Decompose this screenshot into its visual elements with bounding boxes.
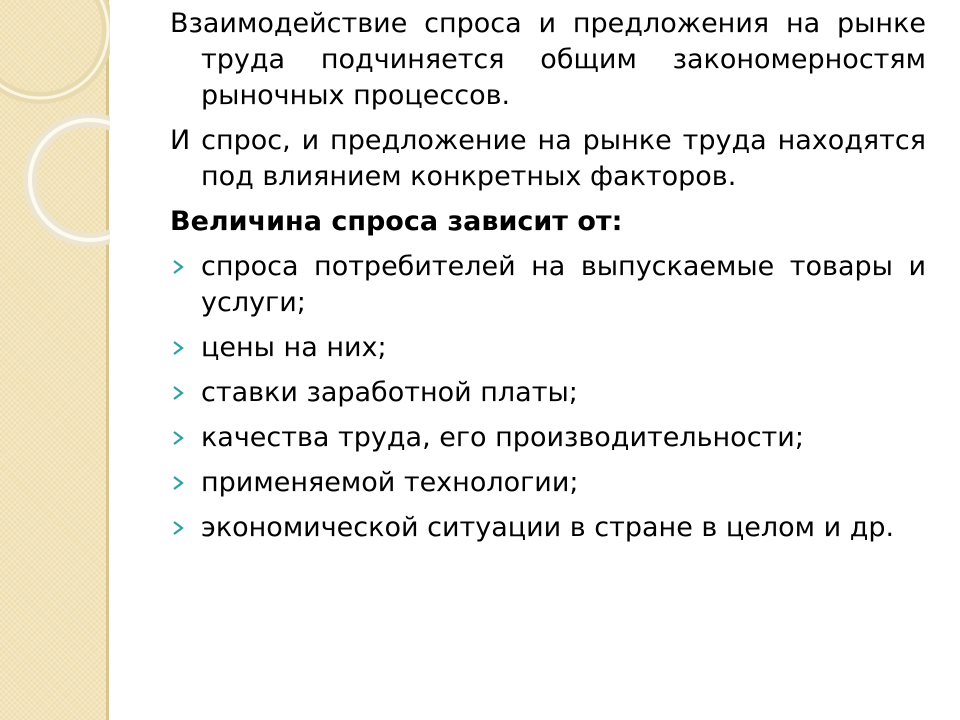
list-item-end: ; (569, 467, 579, 498)
list-item-text: спроса потребителей на выпускаемые товары и услуги (201, 251, 926, 318)
list-item-text: ставки заработной платы (201, 377, 569, 408)
chevron-right-icon (170, 520, 186, 536)
demand-heading (170, 204, 926, 240)
list-item-text: применяемой технологии (201, 467, 570, 498)
decorative-rings (0, 0, 110, 260)
list-item-end: ; (296, 287, 306, 318)
chevron-right-icon (170, 430, 186, 446)
slide-content (170, 6, 926, 555)
list-item-end: ; (377, 332, 387, 363)
chevron-right-icon (170, 385, 186, 401)
intro-paragraph: Взаимодействие спроса и предложения на рынке труда подчиняется общим закономерностям рыночных процессов. (170, 8, 926, 111)
list-item-end: ; (794, 422, 804, 453)
list-item (170, 420, 926, 456)
list-item (170, 375, 926, 411)
list-item (170, 510, 926, 546)
list-item-text: экономической ситуации в стране в целом и др. (201, 512, 895, 543)
list-item (170, 465, 926, 501)
list-item-text: цены на них (201, 332, 378, 363)
factors-paragraph: И спрос, и предложение на рынке труда находятся под влиянием конкретных факторов. (170, 125, 926, 192)
list-item-end: ; (568, 377, 578, 408)
chevron-right-icon (170, 259, 186, 275)
chevron-right-icon (170, 475, 186, 491)
list-item (170, 249, 926, 321)
list-item (170, 330, 926, 366)
list-item-text: качества труда, его производительности (201, 422, 795, 453)
demand-heading-colon: : (611, 206, 623, 237)
chevron-right-icon (170, 340, 186, 356)
demand-factors-list (170, 249, 926, 546)
demand-heading-text: Величина спроса зависит от (170, 206, 612, 237)
